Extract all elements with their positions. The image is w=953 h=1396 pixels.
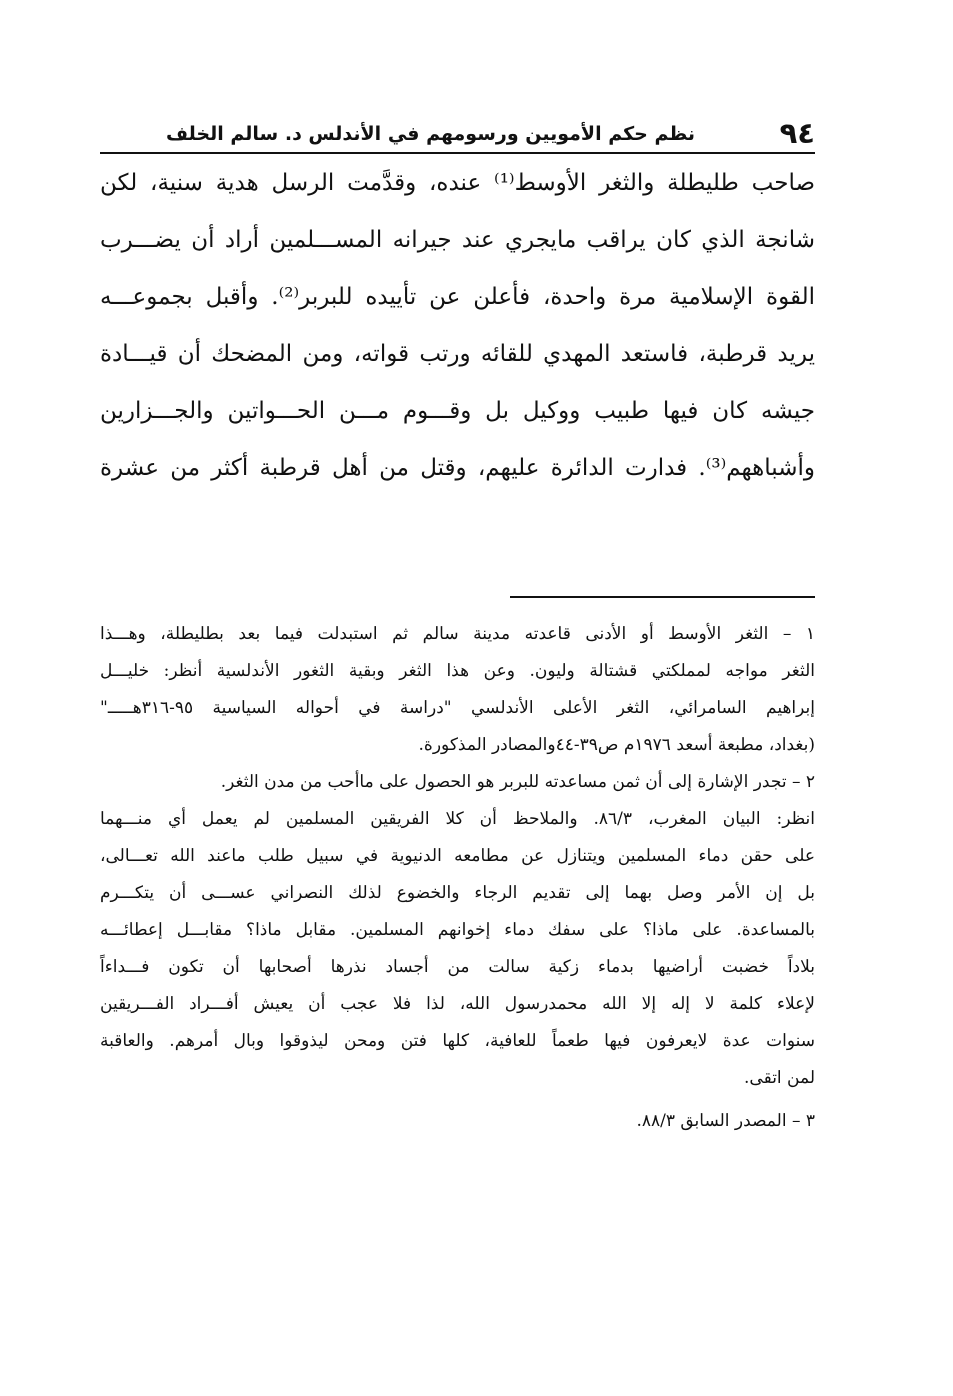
footnote-1-line: ١ – الثغر الأوسط أو الأدنى قاعدته مدينة سالم ثم استبدلت فيما بعد بطليطلة، وهـــذا: [100, 624, 815, 644]
page-number: ٩٤: [779, 116, 815, 150]
header-rule: [100, 152, 815, 154]
body-line: شانجة الذي كان يراقب مايجري عند جيرانه المســـلمين أراد أن يضـــرب: [100, 227, 815, 253]
footnote-2-line: لإعلاء كلمة لا إله إلا الله محمدرسول الله، لذا فلا عجب أن يعيش أفـــراد الفـــريقين: [100, 994, 815, 1014]
page-header: [100, 112, 815, 154]
footnote-2-line: بلاداً خضبت أراضيها بدماء زكية سالت من أجساد نذرها أصحابها أن تكون فـــداءاً: [100, 957, 815, 977]
footnotes: [100, 616, 815, 1140]
footnote-2-line: بالمساعدة. على ماذا؟ على سفك دماء إخوانهم المسلمين. مقابل ماذا؟ مقابـــل إعطائـــه: [100, 920, 815, 940]
body-line: جيشه كان فيها طبيب ووكيل بل وقـــوم مـــن الحـــواتين والجـــزارين: [100, 398, 815, 424]
body-line: وأشباههم⁽³⁾. فدارت الدائرة عليهم، وقتل من أهل قرطبة أكثر من عشرة: [100, 455, 815, 481]
footnote-1-line: الثغر مواجه لمملكتي قشتالة وليون. وعن هذا الثغر وبقية الثغور الأندلسية أنظر: خليـــل: [100, 661, 815, 681]
footnote-2-line: انظر: البيان المغرب، ٨٦/٣. والملاحظ أن كلا الفريقين المسلمين لم يعمل أي منـــهما: [100, 809, 815, 829]
footnote-2-line: سنوات عدة لايعرفون فيها طعماً للعافية، كلها فتن ومحن ليذوقوا وبال أمرهم. والعاقبة: [100, 1031, 815, 1051]
footnote-2-line: ٢ – تجدر الإشارة إلى أن ثمن مساعدته للبربر هو الحصول على ماأحب من مدن الثغر.: [220, 772, 815, 792]
footnote-rule: [510, 596, 815, 598]
footnote-2-line: بل إن الأمر وصل بهما إلى تقديم الرجاء والخضوع لذلك النصراني عســـى أن يتكـــرم: [100, 883, 815, 903]
main-text: [100, 155, 815, 497]
running-title: نظم حكم الأمويين ورسومهم في الأندلس د. سالم الخلف: [166, 123, 695, 145]
footnote-1-line: (بغداد، مطبعة أسعد ١٩٧٦م ص٣٩-٤٤والمصادر المذكورة.: [418, 735, 815, 755]
body-line: يريد قرطبة، فاستعد المهدي للقائه ورتب قواته، ومن المضحك أن قيـــادة: [100, 341, 815, 367]
footnote-1-line: إبراهيم السامرائي، الثغر الأعلى الأندلسي "دراسة في أحواله السياسية ٩٥-٣١٦هـــــ": [100, 698, 815, 718]
body-line: القوة الإسلامية مرة واحدة، فأعلن عن تأييده للبربر⁽²⁾. وأقبل بجموعـــه: [100, 284, 815, 310]
footnote-3-line: ٣ – المصدر السابق ٨٨/٣.: [636, 1111, 815, 1131]
footnote-2-line: لمن اتقى.: [744, 1068, 815, 1088]
body-line: صاحب طليطلة والثغر الأوسط⁽¹⁾ عنده، وقدَّمت الرسل هدية سنية، لكن: [100, 170, 815, 196]
footnote-2-line: على حقن دماء المسلمين ويتنازل عن مطامعه الدنيوية في سبيل طلب ماعند الله تعـــالى،: [100, 846, 815, 866]
